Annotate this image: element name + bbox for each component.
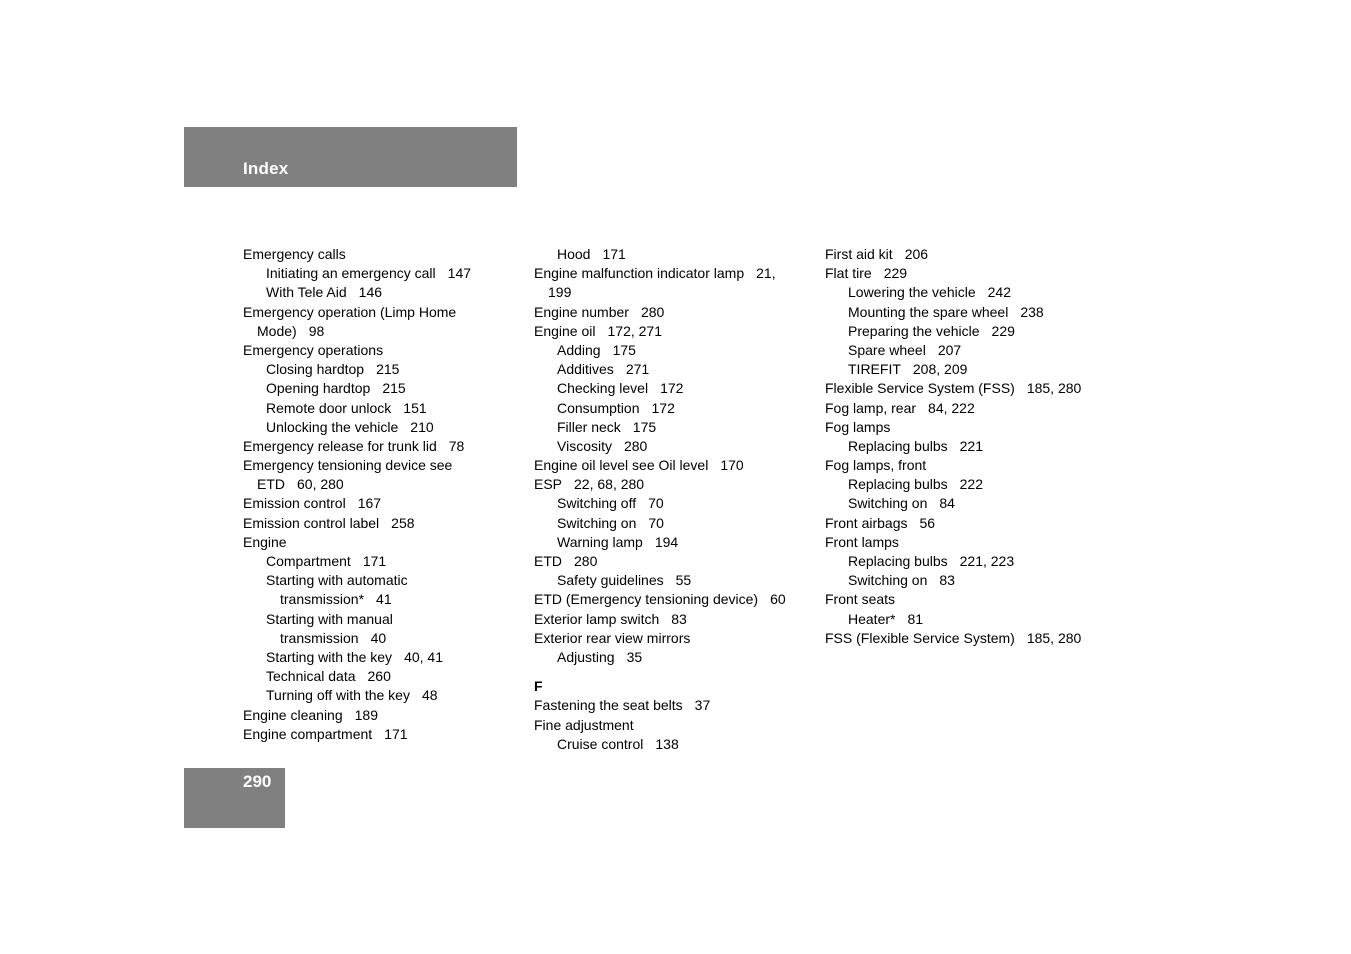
index-page-ref: 56 bbox=[919, 514, 936, 531]
index-term: Preparing the vehicle bbox=[848, 322, 980, 339]
index-term: Checking level bbox=[557, 380, 649, 397]
index-term: Consumption bbox=[557, 399, 640, 416]
index-entry bbox=[243, 590, 528, 609]
index-term: Technical data bbox=[266, 668, 356, 685]
index-entry bbox=[825, 590, 1110, 609]
index-page-ref: 208, 209 bbox=[912, 361, 968, 378]
index-entry bbox=[534, 303, 819, 322]
index-page-ref: 280 bbox=[623, 437, 648, 454]
index-entry bbox=[243, 629, 528, 648]
index-entry bbox=[243, 264, 528, 283]
index-page-ref: 151 bbox=[403, 399, 427, 416]
page-title: Index bbox=[243, 159, 289, 178]
index-entry bbox=[243, 514, 528, 533]
index-column-2 bbox=[534, 245, 819, 754]
index-term: 199 bbox=[548, 284, 572, 301]
index-term: Additives bbox=[557, 361, 614, 378]
index-entry bbox=[243, 456, 528, 475]
index-page-ref: 210 bbox=[410, 418, 434, 435]
index-term: Cruise control bbox=[557, 735, 644, 752]
index-page-ref: 171 bbox=[384, 725, 408, 742]
index-term: Fog lamps, front bbox=[825, 457, 927, 474]
index-entry bbox=[534, 245, 819, 264]
index-entry bbox=[534, 648, 819, 667]
index-term: Fastening the seat belts bbox=[534, 697, 683, 714]
index-entry bbox=[825, 245, 1110, 264]
index-entry bbox=[825, 437, 1110, 456]
index-term: With Tele Aid bbox=[266, 284, 347, 301]
index-page-ref: 84, 222 bbox=[928, 399, 975, 416]
index-page-ref: 60 bbox=[770, 591, 786, 608]
index-entry bbox=[534, 590, 819, 609]
index-entry bbox=[243, 437, 528, 456]
index-entry bbox=[243, 552, 528, 571]
index-entry bbox=[825, 571, 1110, 590]
index-page-ref: 170 bbox=[720, 457, 744, 474]
index-term: Front airbags bbox=[825, 514, 908, 531]
index-term: Emission control bbox=[243, 495, 346, 512]
index-term: Adding bbox=[557, 341, 601, 358]
index-entry bbox=[243, 418, 528, 437]
index-term: Engine oil bbox=[534, 322, 596, 339]
index-page-ref: 271 bbox=[625, 361, 650, 378]
index-page-ref: 78 bbox=[448, 437, 465, 454]
index-entry bbox=[825, 322, 1110, 341]
index-page-ref: 37 bbox=[694, 697, 711, 714]
index-entry bbox=[825, 494, 1110, 513]
index-entry bbox=[534, 322, 819, 341]
index-entry bbox=[243, 686, 528, 705]
index-term: Emission control label bbox=[243, 514, 380, 531]
index-page-ref: 172 bbox=[651, 399, 675, 416]
index-entry bbox=[534, 379, 819, 398]
index-term: FSS (Flexible Service System) bbox=[825, 629, 1015, 646]
index-term: Spare wheel bbox=[848, 341, 926, 358]
index-entry bbox=[825, 341, 1110, 360]
index-term: Mode) bbox=[257, 322, 297, 339]
index-page-ref: 55 bbox=[675, 572, 692, 589]
index-term: Replacing bulbs bbox=[848, 476, 948, 493]
index-term: Initiating an emergency call bbox=[266, 265, 436, 282]
index-page-ref: 280 bbox=[574, 553, 598, 569]
index-entry bbox=[243, 725, 528, 744]
index-page-ref: 35 bbox=[626, 648, 643, 665]
index-term: Flat tire bbox=[825, 265, 872, 282]
index-page-ref: 215 bbox=[382, 380, 406, 397]
index-page-ref: 167 bbox=[357, 495, 382, 512]
index-entry bbox=[825, 418, 1110, 437]
index-page-ref: 21, bbox=[756, 265, 776, 282]
index-term: Engine compartment bbox=[243, 725, 373, 742]
index-page-ref: 40, 41 bbox=[404, 648, 443, 665]
index-entry bbox=[534, 456, 819, 475]
index-term: Compartment bbox=[266, 553, 351, 569]
index-term: Hood bbox=[557, 246, 591, 262]
index-page-ref: 60, 280 bbox=[297, 476, 344, 493]
index-term: Starting with manual bbox=[266, 610, 393, 627]
index-term: Adjusting bbox=[557, 648, 615, 665]
index-term: Front seats bbox=[825, 591, 896, 608]
index-entry bbox=[534, 264, 819, 283]
index-entry bbox=[243, 571, 528, 590]
index-entry bbox=[825, 514, 1110, 533]
index-entry bbox=[534, 571, 819, 590]
index-entry bbox=[243, 322, 528, 341]
index-entry bbox=[534, 533, 819, 552]
index-page-ref: 280 bbox=[640, 303, 665, 320]
index-term: Exterior rear view mirrors bbox=[534, 629, 691, 646]
index-entry bbox=[825, 629, 1110, 648]
index-page-ref: 138 bbox=[655, 735, 679, 752]
index-page-ref: 22, 68, 280 bbox=[574, 476, 645, 493]
index-entry bbox=[243, 360, 528, 379]
index-entry bbox=[243, 341, 528, 360]
index-column-3 bbox=[825, 245, 1110, 648]
index-entry bbox=[534, 494, 819, 513]
index-term: Emergency operations bbox=[243, 341, 384, 358]
index-term: Flexible Service System (FSS) bbox=[825, 380, 1015, 397]
index-term: transmission bbox=[280, 629, 359, 646]
index-page-ref: 194 bbox=[654, 533, 679, 550]
index-entry bbox=[534, 418, 819, 437]
index-entry bbox=[243, 399, 528, 418]
index-entry bbox=[825, 379, 1110, 398]
index-page-ref: 83 bbox=[939, 572, 955, 589]
index-term: Unlocking the vehicle bbox=[266, 418, 399, 435]
index-term: Emergency tensioning device see bbox=[243, 457, 453, 474]
index-term: ETD bbox=[534, 553, 562, 569]
index-page-ref: 215 bbox=[376, 361, 400, 378]
index-entry bbox=[534, 716, 819, 735]
index-page-ref: 98 bbox=[308, 322, 325, 339]
index-entry bbox=[243, 303, 528, 322]
index-term: Opening hardtop bbox=[266, 380, 371, 397]
index-term: First aid kit bbox=[825, 246, 893, 262]
footer-bar bbox=[184, 768, 285, 828]
index-term: ESP bbox=[534, 476, 563, 493]
index-page-ref: 238 bbox=[1020, 303, 1044, 320]
index-page-ref: 206 bbox=[904, 246, 929, 262]
index-term: Engine number bbox=[534, 303, 629, 320]
index-term: Warning lamp bbox=[557, 533, 643, 550]
index-term: Closing hardtop bbox=[266, 361, 365, 378]
index-term: TIREFIT bbox=[848, 361, 901, 378]
index-entry bbox=[825, 360, 1110, 379]
index-term: Starting with automatic bbox=[266, 572, 408, 589]
index-entry bbox=[243, 610, 528, 629]
index-term: Switching off bbox=[557, 495, 637, 512]
index-entry bbox=[825, 475, 1110, 494]
page-number: 290 bbox=[243, 772, 272, 791]
index-entry bbox=[534, 514, 819, 533]
index-entry bbox=[243, 475, 528, 494]
index-entry bbox=[243, 245, 528, 264]
index-page-ref: 175 bbox=[612, 341, 636, 358]
index-term: Filler neck bbox=[557, 418, 621, 435]
index-page-ref: 258 bbox=[391, 514, 415, 531]
index-term: ETD (Emergency tensioning device) bbox=[534, 591, 759, 608]
index-page-ref: 172 bbox=[660, 380, 684, 397]
index-term: Switching on bbox=[848, 572, 928, 589]
index-term: Starting with the key bbox=[266, 648, 393, 665]
index-term: Engine malfunction indicator lamp bbox=[534, 265, 745, 282]
index-page-ref: 222 bbox=[959, 476, 983, 493]
index-term: Replacing bulbs bbox=[848, 553, 948, 569]
index-entry bbox=[825, 533, 1110, 552]
index-page-ref: 242 bbox=[987, 284, 1011, 301]
index-page-ref: 189 bbox=[354, 706, 378, 723]
index-term: Safety guidelines bbox=[557, 572, 664, 589]
index-term: Switching on bbox=[848, 495, 928, 512]
index-page-ref: 70 bbox=[648, 495, 664, 512]
index-page-ref: 147 bbox=[447, 265, 472, 282]
index-page-ref: 229 bbox=[991, 322, 1015, 339]
index-entry bbox=[534, 475, 819, 494]
index-page-ref: 185, 280 bbox=[1026, 380, 1082, 397]
index-term: Engine oil level see Oil level bbox=[534, 457, 709, 474]
index-entry bbox=[825, 303, 1110, 322]
index-term: Emergency operation (Limp Home bbox=[243, 303, 457, 320]
index-page-ref: 171 bbox=[602, 246, 626, 262]
index-entry bbox=[534, 341, 819, 360]
index-term: Emergency calls bbox=[243, 246, 346, 262]
index-term: Engine cleaning bbox=[243, 706, 343, 723]
index-entry bbox=[534, 735, 819, 754]
index-entry bbox=[825, 283, 1110, 302]
index-page-ref: 185, 280 bbox=[1026, 629, 1082, 646]
index-page-ref: 260 bbox=[367, 668, 391, 685]
index-entry bbox=[534, 629, 819, 648]
index-page-ref: 84 bbox=[939, 495, 955, 512]
index-term: Mounting the spare wheel bbox=[848, 303, 1009, 320]
index-entry bbox=[534, 552, 819, 571]
index-term: ETD bbox=[257, 476, 285, 493]
index-term: Replacing bulbs bbox=[848, 437, 948, 454]
index-entry bbox=[243, 379, 528, 398]
index-page-ref: 41 bbox=[376, 591, 392, 608]
index-term: Fog lamp, rear bbox=[825, 399, 917, 416]
index-term: Remote door unlock bbox=[266, 399, 392, 416]
index-entry bbox=[825, 456, 1110, 475]
index-page-ref: 221 bbox=[959, 437, 983, 454]
index-page-ref: 221, 223 bbox=[959, 553, 1015, 569]
index-page-ref: 175 bbox=[632, 418, 657, 435]
index-term: Fine adjustment bbox=[534, 716, 634, 733]
index-letter-heading bbox=[534, 677, 819, 696]
index-term: Fog lamps bbox=[825, 418, 891, 435]
index-entry bbox=[243, 494, 528, 513]
index-term: Front lamps bbox=[825, 533, 899, 550]
index-term: Switching on bbox=[557, 514, 637, 531]
index-page-ref: 40 bbox=[370, 629, 387, 646]
index-page-ref: 81 bbox=[907, 610, 924, 627]
index-column-1 bbox=[243, 245, 528, 744]
index-term: Lowering the vehicle bbox=[848, 284, 976, 301]
index-entry bbox=[243, 706, 528, 725]
index-term: Emergency release for trunk lid bbox=[243, 437, 437, 454]
index-term: transmission* bbox=[280, 591, 365, 608]
index-entry bbox=[825, 264, 1110, 283]
index-entry bbox=[534, 696, 819, 715]
index-page-ref: 83 bbox=[671, 610, 687, 627]
index-page-ref: 70 bbox=[648, 514, 664, 531]
index-entry bbox=[534, 610, 819, 629]
index-entry bbox=[825, 610, 1110, 629]
index-page-ref: 171 bbox=[362, 553, 387, 569]
index-term: Exterior lamp switch bbox=[534, 610, 660, 627]
index-entry bbox=[534, 283, 819, 302]
index-term: Heater* bbox=[848, 610, 896, 627]
index-page-ref: 207 bbox=[937, 341, 962, 358]
index-entry bbox=[825, 552, 1110, 571]
index-page-ref: 48 bbox=[421, 687, 438, 704]
index-entry bbox=[534, 399, 819, 418]
index-page-ref: 172, 271 bbox=[607, 322, 662, 339]
index-page-ref: 229 bbox=[883, 265, 908, 282]
index-term: F bbox=[534, 678, 543, 695]
index-entry bbox=[243, 648, 528, 667]
index-entry bbox=[243, 283, 528, 302]
index-page-ref: 146 bbox=[358, 284, 383, 301]
index-term: Turning off with the key bbox=[266, 687, 410, 704]
index-entry bbox=[534, 360, 819, 379]
index-entry bbox=[243, 667, 528, 686]
index-term: Viscosity bbox=[557, 437, 612, 454]
index-entry bbox=[534, 437, 819, 456]
index-entry bbox=[825, 399, 1110, 418]
header-bar bbox=[184, 127, 517, 187]
index-entry bbox=[243, 533, 528, 552]
index-term: Engine bbox=[243, 533, 287, 550]
